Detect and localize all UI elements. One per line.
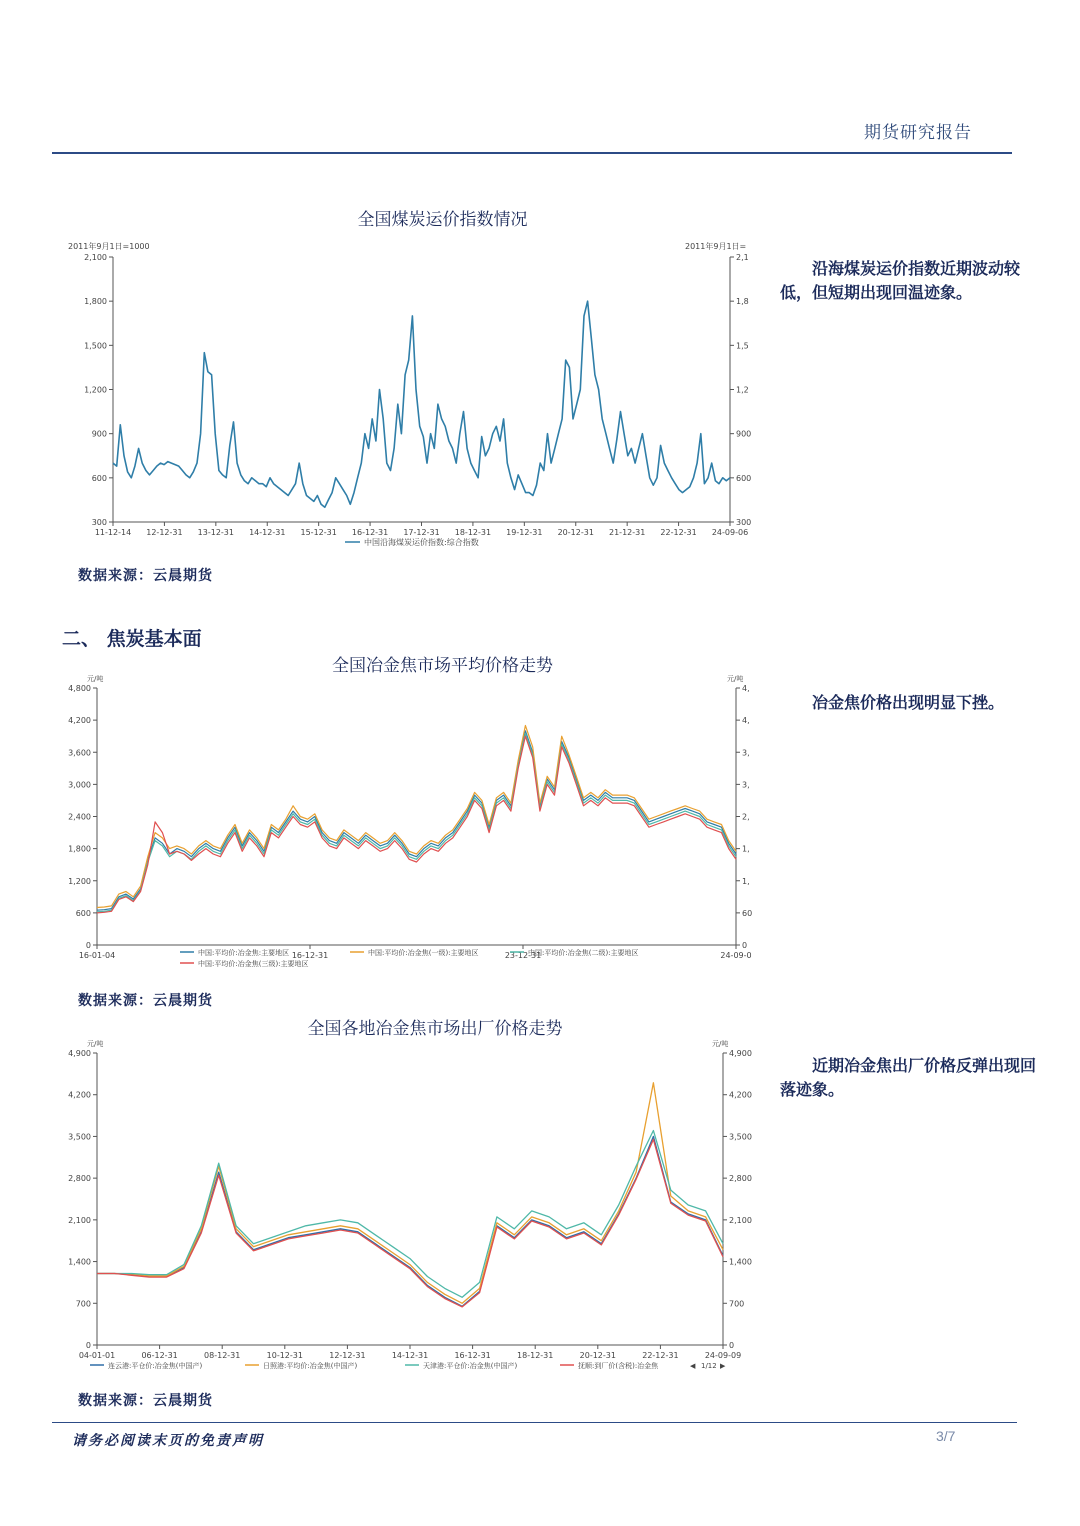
x-tick-label: 21-12-31 (609, 528, 646, 537)
y-tick-label-right: 600 (736, 473, 752, 483)
chart-1-commentary: 沿海煤炭运价指数近期波动较低，但短期出现回温迹象。 (780, 259, 1021, 302)
legend-label-1: 连云港:平仓价:冶金焦(中国产) (108, 1362, 203, 1370)
y-tick-label-right: 2,100 (729, 1215, 752, 1225)
y-tick-label: 600 (91, 473, 107, 483)
x-tick-label: 24-09-0 (720, 951, 752, 960)
x-tick-label: 16-12-31 (291, 951, 329, 960)
x-tick-label: 08-12-31 (204, 1351, 241, 1360)
y-tick-label: 600 (75, 908, 91, 918)
x-tick-label: 16-01-04 (78, 951, 116, 960)
legend-page-indicator: 1/12 (701, 1362, 717, 1370)
x-tick-label: 16-12-31 (351, 528, 389, 537)
chart-2-source: 数据来源：云晨期货 (78, 993, 213, 1009)
x-tick-label: 18-12-31 (454, 528, 492, 537)
legend-label-4: 抚顺:到厂价(含税):冶金焦 (578, 1362, 659, 1370)
series-line-4 (97, 1139, 723, 1307)
y-tick-label: 2,800 (68, 1174, 91, 1184)
y-tick-label: 1,500 (84, 341, 107, 351)
x-tick-label: 20-12-31 (557, 528, 594, 537)
y-tick-label-right: 900 (736, 429, 752, 439)
y-tick-label: 300 (91, 518, 107, 527)
chart-2-commentary: 冶金焦价格出现明显下挫。 (812, 693, 1005, 712)
unit-right: 元/吨 (727, 675, 744, 683)
x-tick-label: 12-12-31 (329, 1351, 366, 1360)
x-tick-label: 04-01-01 (78, 1351, 116, 1360)
x-tick-label: 10-12-31 (266, 1351, 303, 1360)
y-tick-label-right: 0 (729, 1341, 735, 1350)
page-number: 3/7 (936, 1428, 956, 1444)
legend-prev-icon: ◀ (690, 1362, 696, 1370)
footer-divider (52, 1422, 1017, 1423)
y-tick-label-right: 0 (742, 941, 748, 950)
y-tick-label: 2,100 (68, 1215, 91, 1225)
unit-left: 元/吨 (87, 1040, 104, 1048)
y-tick-label-right: 2,800 (729, 1174, 752, 1184)
series-line-4 (97, 736, 736, 913)
x-tick-label: 06-12-31 (141, 1351, 178, 1360)
index-base-note-left: 2011年9月1日=1000 (68, 242, 150, 251)
y-tick-label-right: 1,8 (736, 297, 749, 307)
x-tick-label: 19-12-31 (506, 528, 543, 537)
y-tick-label-right: 700 (729, 1299, 745, 1309)
chart-2-svg (60, 672, 760, 972)
legend-label-4: 中国:平均价:冶金焦(三级):主要地区 (198, 960, 309, 968)
y-tick-label-right: 1,2 (736, 385, 749, 395)
series-line-3 (97, 1131, 723, 1298)
x-tick-label: 20-12-31 (579, 1351, 616, 1360)
footer-disclaimer[interactable]: 请务必阅读末页的免责声明 (72, 1433, 264, 1449)
chart-3-title: 全国各地冶金焦市场出厂价格走势 (307, 1019, 563, 1039)
x-tick-label: 12-12-31 (146, 528, 183, 537)
y-tick-label-right: 1,400 (729, 1257, 752, 1267)
x-tick-label: 18-12-31 (517, 1351, 554, 1360)
legend-label-3: 中国:平均价:冶金焦(二级):主要地区 (528, 949, 639, 957)
y-tick-label-right: 4, (742, 684, 750, 693)
y-tick-label: 0 (85, 1341, 91, 1350)
x-tick-label: 16-12-31 (454, 1351, 491, 1360)
series-line-1 (97, 731, 736, 910)
y-tick-label: 2,100 (84, 253, 107, 262)
legend-label-2: 日照港:平均价:冶金焦(中国产) (263, 1362, 358, 1370)
legend-label-2: 中国:平均价:冶金焦(一级):主要地区 (368, 949, 479, 957)
y-tick-label-right: 2,1 (736, 253, 749, 262)
x-tick-label: 15-12-31 (300, 528, 337, 537)
header-divider (52, 152, 1012, 154)
legend-label-1: 中国沿海煤炭运价指数:综合指数 (364, 538, 479, 547)
chart-3-commentary: 近期冶金焦出厂价格反弹出现回落迹象。 (780, 1056, 1037, 1099)
series-line-1 (97, 1136, 723, 1306)
y-tick-label-right: 1, (742, 844, 750, 854)
y-tick-label-right: 3,500 (729, 1132, 752, 1142)
y-tick-label: 1,800 (68, 844, 91, 854)
y-tick-label: 4,900 (68, 1049, 91, 1058)
x-tick-label: 14-12-31 (249, 528, 286, 537)
report-header-title: 期货研究报告 (864, 123, 972, 143)
x-tick-label: 23-12-31 (504, 951, 542, 960)
y-tick-label-right: 300 (736, 518, 752, 527)
chart-3-source: 数据来源：云晨期货 (78, 1393, 213, 1409)
y-tick-label-right: 4,900 (729, 1049, 752, 1058)
y-tick-label: 700 (75, 1299, 91, 1309)
y-tick-label: 1,200 (84, 385, 107, 395)
x-tick-label: 24-09-09 (704, 1351, 742, 1360)
y-tick-label-right: 4,200 (729, 1090, 752, 1100)
x-tick-label: 17-12-31 (403, 528, 440, 537)
chart-2-title: 全国冶金焦市场平均价格走势 (332, 656, 553, 676)
y-tick-label: 3,000 (68, 780, 91, 790)
y-tick-label: 2,400 (68, 812, 91, 822)
y-tick-label: 0 (85, 941, 91, 950)
y-tick-label: 4,800 (68, 684, 91, 693)
x-tick-label: 22-12-31 (642, 1351, 679, 1360)
chart-3-svg (60, 1036, 760, 1376)
x-tick-label: 11-12-14 (94, 528, 132, 537)
chart-1-title: 全国煤炭运价指数情况 (357, 210, 528, 230)
x-tick-label: 22-12-31 (660, 528, 697, 537)
y-tick-label-right: 1,5 (736, 341, 749, 351)
x-tick-label: 13-12-31 (197, 528, 234, 537)
y-tick-label: 3,600 (68, 748, 91, 758)
y-tick-label-right: 60 (742, 908, 753, 918)
x-tick-label: 24-09-06 (711, 528, 749, 537)
section-heading: 二、 焦炭基本面 (62, 628, 202, 650)
legend-label-3: 天津港:平仓价:冶金焦(中国产) (423, 1362, 518, 1370)
y-tick-label-right: 1, (742, 876, 750, 886)
series-line-2 (97, 726, 736, 908)
y-tick-label-right: 2, (742, 812, 750, 822)
series-line-3 (97, 734, 736, 912)
chart-1-source: 数据来源：云晨期货 (78, 568, 213, 584)
y-tick-label: 3,500 (68, 1132, 91, 1142)
series-line-1 (113, 301, 730, 507)
y-tick-label: 900 (91, 429, 107, 439)
chart-1-svg (60, 236, 760, 552)
y-tick-label-right: 3, (742, 748, 750, 758)
y-tick-label: 1,200 (68, 876, 91, 886)
y-tick-label: 4,200 (68, 716, 91, 726)
y-tick-label-right: 4, (742, 716, 750, 726)
x-tick-label: 14-12-31 (391, 1351, 429, 1360)
y-tick-label: 1,400 (68, 1257, 91, 1267)
index-base-note-right: 2011年9月1日= (685, 242, 747, 251)
legend-next-icon: ▶ (720, 1362, 726, 1370)
unit-left: 元/吨 (87, 675, 104, 683)
y-tick-label: 1,800 (84, 297, 107, 307)
y-tick-label-right: 3, (742, 780, 750, 790)
y-tick-label: 4,200 (68, 1090, 91, 1100)
legend-label-1: 中国:平均价:冶金焦:主要地区 (198, 949, 290, 957)
unit-right: 元/吨 (712, 1040, 729, 1048)
